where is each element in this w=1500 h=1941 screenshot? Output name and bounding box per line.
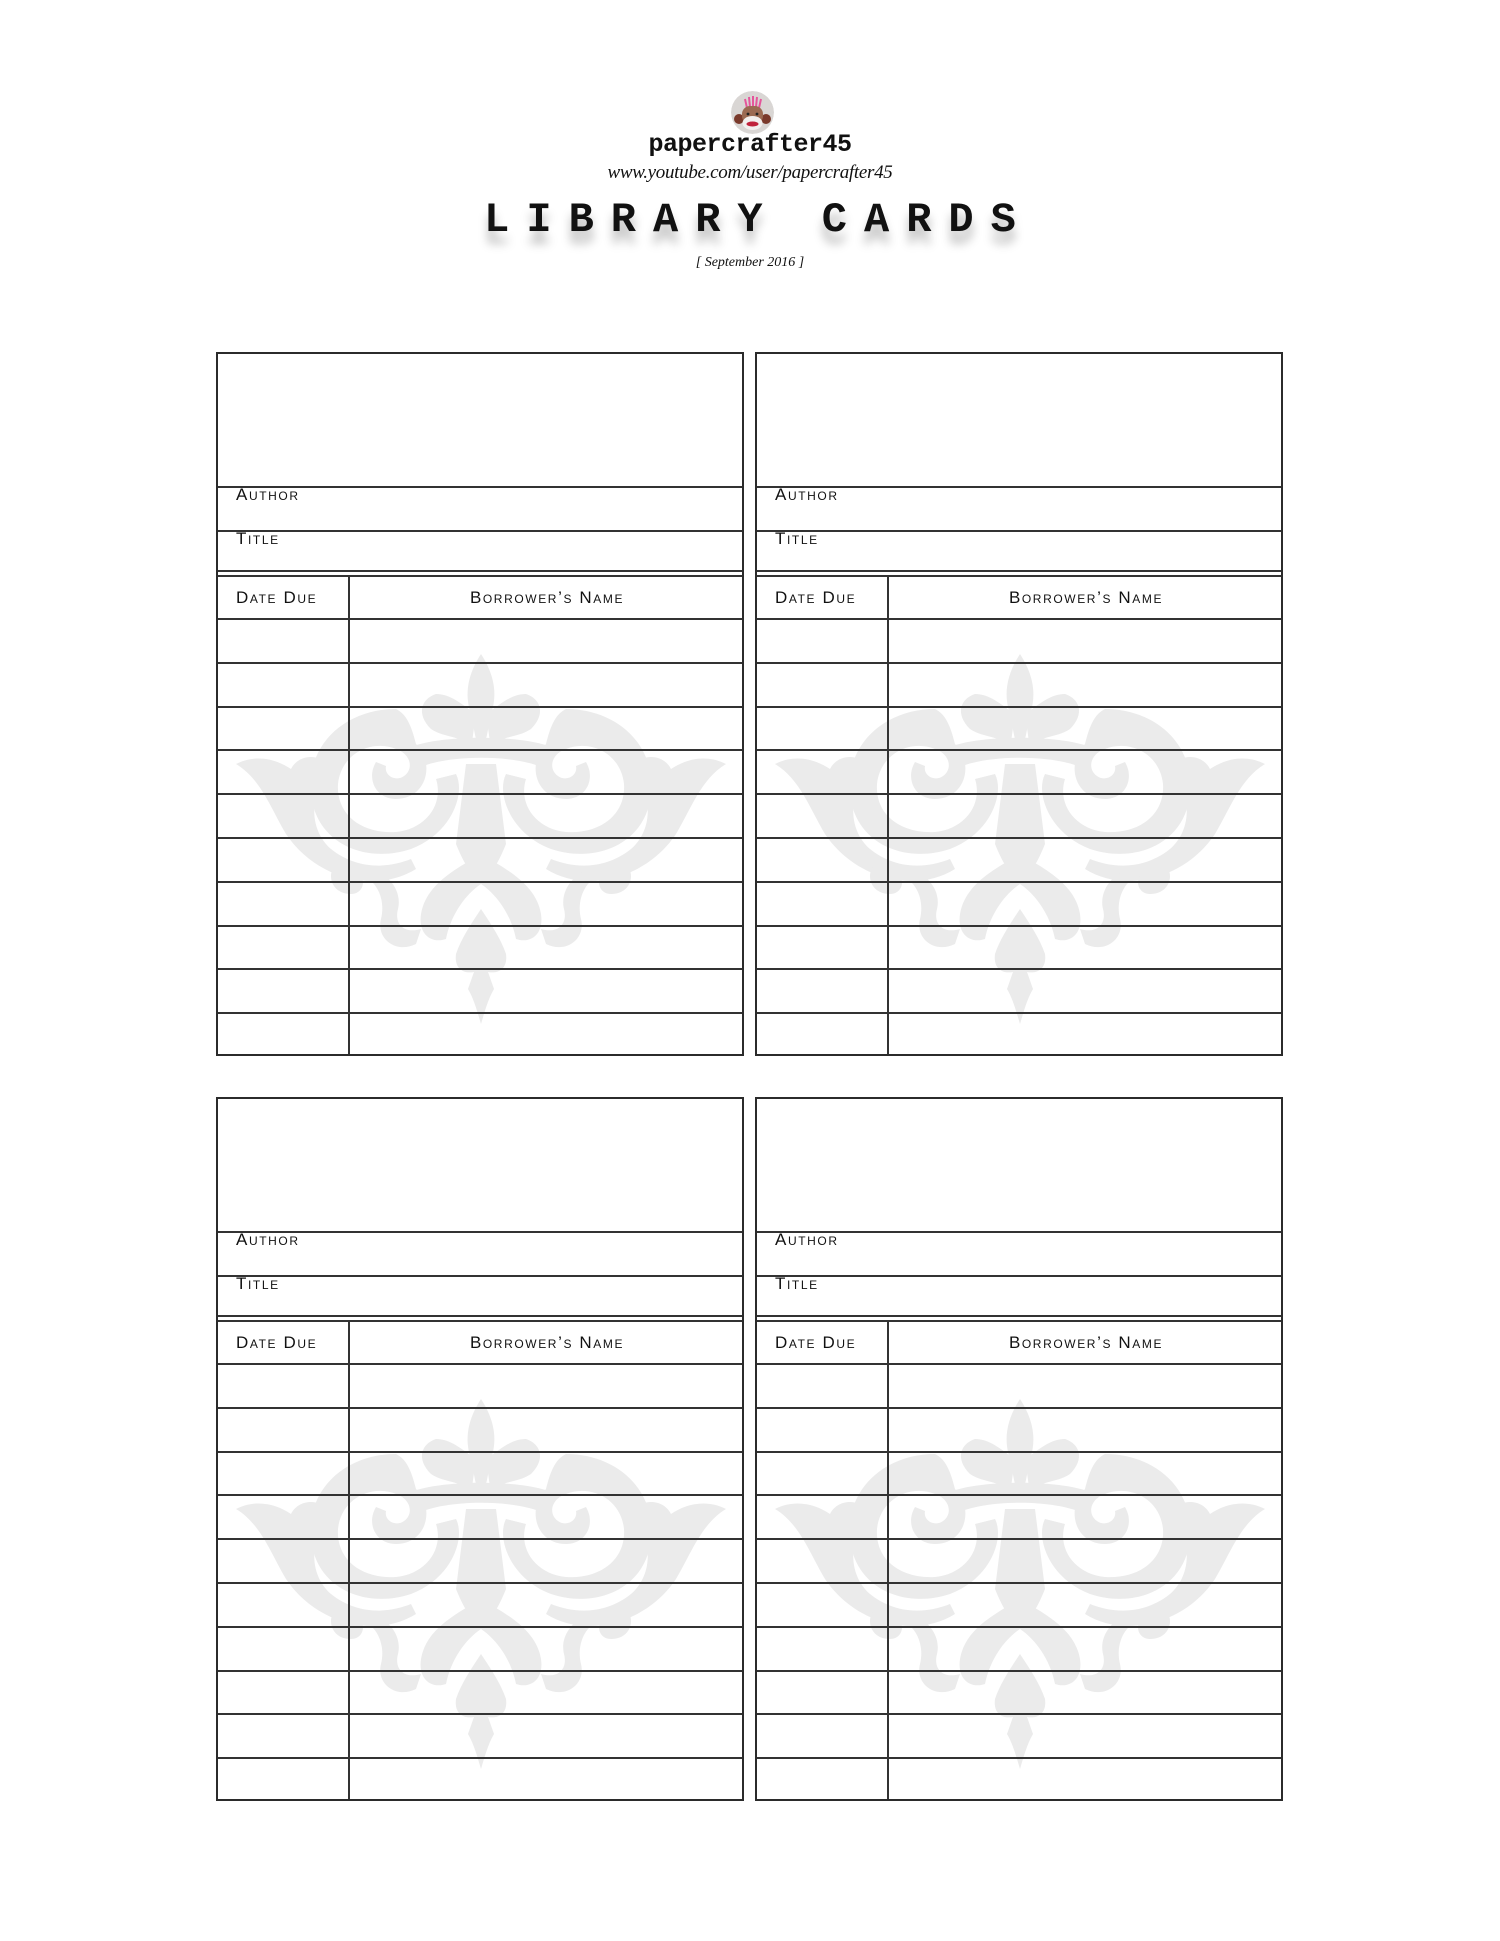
borrower-name-cell[interactable]: [350, 970, 742, 1012]
borrower-name-cell[interactable]: [889, 1540, 1281, 1582]
double-divider-bottom: [757, 575, 1281, 577]
date-due-cell[interactable]: [757, 1365, 887, 1407]
library-card-bottom-right: [755, 1097, 1283, 1801]
date-due-cell[interactable]: [757, 795, 887, 837]
author-label: Author: [775, 485, 839, 504]
date-due-cell[interactable]: [218, 664, 348, 706]
header-row-divider: [757, 618, 1281, 620]
double-divider-top: [757, 1315, 1281, 1317]
date-due-cell[interactable]: [757, 1014, 887, 1056]
row-divider: [757, 1670, 1281, 1672]
row-divider: [757, 1538, 1281, 1540]
borrower-name-cell[interactable]: [350, 883, 742, 925]
borrower-name-cell[interactable]: [350, 1584, 742, 1626]
row-divider: [218, 1670, 742, 1672]
date-due-cell[interactable]: [757, 1409, 887, 1451]
borrower-name-cell[interactable]: [350, 1759, 742, 1801]
date-due-cell[interactable]: [218, 1584, 348, 1626]
row-divider: [218, 1451, 742, 1453]
borrower-name-cell[interactable]: [889, 1014, 1281, 1056]
page-title: LIBRARY CARDS: [484, 196, 1033, 244]
row-divider: [757, 1012, 1281, 1014]
row-divider: [218, 1713, 742, 1715]
double-divider-bottom: [218, 1320, 742, 1322]
borrower-name-cell[interactable]: [889, 1409, 1281, 1451]
borrower-name-cell[interactable]: [350, 795, 742, 837]
double-divider-bottom: [757, 1320, 1281, 1322]
row-divider: [757, 1582, 1281, 1584]
title-label: Title: [775, 1274, 819, 1293]
author-field[interactable]: [757, 485, 1281, 530]
row-divider: [218, 1582, 742, 1584]
borrowers-name-header: Borrower’s Name: [469, 1333, 625, 1352]
brand-name: papercrafter45: [648, 130, 852, 159]
borrower-name-cell[interactable]: [889, 970, 1281, 1012]
row-divider: [757, 1494, 1281, 1496]
date-due-cell[interactable]: [757, 751, 887, 793]
borrower-name-cell[interactable]: [889, 1453, 1281, 1495]
title-label: Title: [236, 529, 280, 548]
date-due-cell[interactable]: [218, 1540, 348, 1582]
row-divider: [757, 1626, 1281, 1628]
row-divider: [218, 837, 742, 839]
row-divider: [757, 793, 1281, 795]
borrowers-name-header: Borrower’s Name: [1008, 1333, 1164, 1352]
library-card-top-left: [216, 352, 744, 1056]
date-due-cell[interactable]: [218, 751, 348, 793]
double-divider-bottom: [218, 575, 742, 577]
row-divider: [757, 1451, 1281, 1453]
row-divider: [757, 706, 1281, 708]
title-label: Title: [236, 1274, 280, 1293]
borrower-name-cell[interactable]: [889, 1628, 1281, 1670]
date-due-cell[interactable]: [218, 620, 348, 662]
borrower-name-cell[interactable]: [889, 1365, 1281, 1407]
borrower-name-cell[interactable]: [350, 708, 742, 750]
library-card-top-right: [755, 352, 1283, 1056]
borrower-name-cell[interactable]: [889, 751, 1281, 793]
author-label: Author: [775, 1230, 839, 1249]
sock-monkey-avatar-icon: [731, 91, 774, 134]
borrower-name-cell[interactable]: [350, 1453, 742, 1495]
brand-url: www.youtube.com/user/papercrafter45: [607, 162, 893, 183]
row-divider: [757, 968, 1281, 970]
page-date: [ September 2016 ]: [695, 255, 805, 270]
date-due-cell[interactable]: [218, 1715, 348, 1757]
avatar: [731, 91, 774, 134]
date-due-cell[interactable]: [757, 1759, 887, 1801]
title-field[interactable]: [218, 1274, 742, 1315]
row-divider: [757, 881, 1281, 883]
row-divider: [218, 662, 742, 664]
borrower-name-cell[interactable]: [889, 1496, 1281, 1538]
borrower-name-cell[interactable]: [889, 1672, 1281, 1714]
date-due-cell[interactable]: [218, 795, 348, 837]
borrower-name-cell[interactable]: [350, 620, 742, 662]
library-card-bottom-left: [216, 1097, 744, 1801]
double-divider-top: [218, 570, 742, 572]
row-divider: [218, 1757, 742, 1759]
date-due-cell[interactable]: [757, 1672, 887, 1714]
date-due-cell[interactable]: [757, 664, 887, 706]
row-divider: [218, 1626, 742, 1628]
borrower-name-cell[interactable]: [889, 883, 1281, 925]
borrower-name-cell[interactable]: [889, 795, 1281, 837]
row-divider: [757, 749, 1281, 751]
book-info-area[interactable]: [218, 1099, 742, 1231]
header-row-divider: [757, 1363, 1281, 1365]
row-divider: [218, 1538, 742, 1540]
header-row-divider: [218, 618, 742, 620]
date-due-cell[interactable]: [757, 970, 887, 1012]
date-due-cell[interactable]: [757, 1628, 887, 1670]
borrower-name-cell[interactable]: [350, 1540, 742, 1582]
row-divider: [218, 706, 742, 708]
row-divider: [218, 749, 742, 751]
title-label: Title: [775, 529, 819, 548]
borrower-name-cell[interactable]: [350, 1496, 742, 1538]
borrower-name-cell[interactable]: [889, 620, 1281, 662]
date-due-cell[interactable]: [218, 1672, 348, 1714]
author-field[interactable]: [757, 1230, 1281, 1275]
date-due-cell[interactable]: [757, 1715, 887, 1757]
date-due-cell[interactable]: [218, 839, 348, 881]
date-due-cell[interactable]: [218, 1453, 348, 1495]
date-due-cell[interactable]: [218, 883, 348, 925]
date-due-cell[interactable]: [757, 708, 887, 750]
borrower-name-cell[interactable]: [350, 1628, 742, 1670]
title-field[interactable]: [757, 1274, 1281, 1315]
row-divider: [757, 662, 1281, 664]
borrower-name-cell[interactable]: [350, 1715, 742, 1757]
date-due-cell[interactable]: [757, 1496, 887, 1538]
date-due-cell[interactable]: [218, 927, 348, 969]
date-due-cell[interactable]: [757, 927, 887, 969]
borrowers-name-header: Borrower’s Name: [1008, 588, 1164, 607]
borrower-name-cell[interactable]: [350, 1672, 742, 1714]
date-due-cell[interactable]: [757, 1453, 887, 1495]
borrower-name-cell[interactable]: [350, 1365, 742, 1407]
date-due-cell[interactable]: [218, 1365, 348, 1407]
book-info-area[interactable]: [218, 354, 742, 486]
date-due-cell[interactable]: [218, 1409, 348, 1451]
date-due-cell[interactable]: [218, 708, 348, 750]
row-divider: [757, 1407, 1281, 1409]
date-due-cell[interactable]: [757, 883, 887, 925]
date-due-cell[interactable]: [218, 970, 348, 1012]
row-divider: [757, 1713, 1281, 1715]
date-due-header: Date Due: [775, 1333, 857, 1352]
row-divider: [218, 968, 742, 970]
borrower-name-cell[interactable]: [350, 839, 742, 881]
borrower-name-cell[interactable]: [889, 708, 1281, 750]
book-info-area[interactable]: [757, 354, 1281, 486]
row-divider: [757, 1757, 1281, 1759]
borrower-name-cell[interactable]: [889, 664, 1281, 706]
borrower-name-cell[interactable]: [350, 664, 742, 706]
row-divider: [218, 1407, 742, 1409]
borrower-name-cell[interactable]: [889, 1715, 1281, 1757]
double-divider-top: [218, 1315, 742, 1317]
borrower-name-cell[interactable]: [889, 839, 1281, 881]
date-due-header: Date Due: [236, 588, 318, 607]
row-divider: [757, 837, 1281, 839]
date-due-cell[interactable]: [757, 620, 887, 662]
row-divider: [218, 793, 742, 795]
author-label: Author: [236, 1230, 300, 1249]
author-field[interactable]: [218, 485, 742, 530]
borrowers-name-header: Borrower’s Name: [469, 588, 625, 607]
date-due-header: Date Due: [775, 588, 857, 607]
title-field[interactable]: [757, 529, 1281, 570]
date-due-header: Date Due: [236, 1333, 318, 1352]
borrower-name-cell[interactable]: [889, 927, 1281, 969]
double-divider-top: [757, 570, 1281, 572]
date-due-cell[interactable]: [757, 1540, 887, 1582]
row-divider: [757, 925, 1281, 927]
date-due-cell[interactable]: [218, 1496, 348, 1538]
date-due-cell[interactable]: [218, 1014, 348, 1056]
author-field[interactable]: [218, 1230, 742, 1275]
row-divider: [218, 925, 742, 927]
date-due-cell[interactable]: [218, 1628, 348, 1670]
book-info-area[interactable]: [757, 1099, 1281, 1231]
date-due-cell[interactable]: [757, 1584, 887, 1626]
row-divider: [218, 881, 742, 883]
borrower-name-cell[interactable]: [350, 1409, 742, 1451]
row-divider: [218, 1012, 742, 1014]
borrower-name-cell[interactable]: [889, 1759, 1281, 1801]
header-row-divider: [218, 1363, 742, 1365]
date-due-cell[interactable]: [757, 839, 887, 881]
date-due-cell[interactable]: [218, 1759, 348, 1801]
borrower-name-cell[interactable]: [889, 1584, 1281, 1626]
borrower-name-cell[interactable]: [350, 1014, 742, 1056]
borrower-name-cell[interactable]: [350, 927, 742, 969]
author-label: Author: [236, 485, 300, 504]
row-divider: [218, 1494, 742, 1496]
borrower-name-cell[interactable]: [350, 751, 742, 793]
title-field[interactable]: [218, 529, 742, 570]
